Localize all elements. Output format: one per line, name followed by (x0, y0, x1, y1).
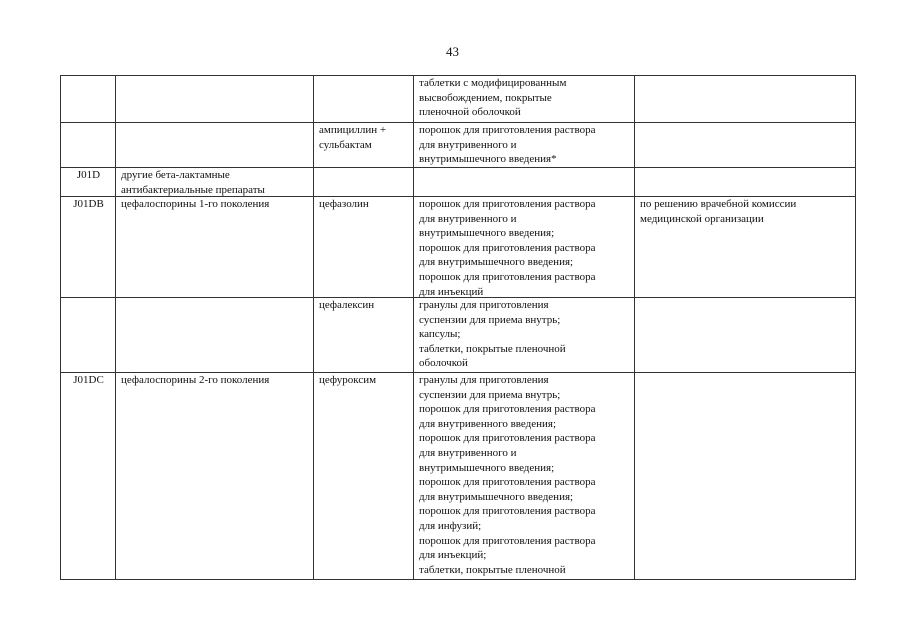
atc-group-cell (116, 373, 314, 580)
cell-text-line: таблетки, покрытые пленочной (419, 342, 566, 355)
cell-text-line: пленочной оболочкой (419, 106, 521, 119)
cell-text-line: медицинской организации (640, 212, 764, 225)
cell-text-line: таблетки, покрытые пленочной (419, 563, 566, 576)
cell-text-line: для внутривенного и (419, 446, 517, 459)
cell-text-line: гранулы для приготовления (419, 374, 549, 386)
cell-text-line: таблетки с модифицированным (419, 77, 567, 89)
atc-code-cell (61, 373, 116, 580)
cell-text-line: сульбактам (319, 138, 372, 151)
drug-name-cell (314, 373, 414, 580)
atc-group-cell (116, 123, 314, 168)
table-row (61, 76, 856, 123)
atc-group-cell (116, 298, 314, 373)
table-row (61, 168, 856, 197)
note-cell (635, 197, 856, 298)
table-body (61, 76, 856, 580)
cell-text-line: по решению врачебной комиссии (640, 198, 797, 210)
cell-text-line: порошок для приготовления раствора (419, 270, 596, 283)
note-cell (635, 168, 856, 197)
cell-text-line: для внутривенного введения; (419, 417, 557, 430)
dosage-forms-cell (414, 123, 635, 168)
note-cell (635, 123, 856, 168)
atc-code-cell (61, 168, 116, 197)
dosage-forms-cell (414, 298, 635, 373)
cell-text-line: внутримышечного введения* (419, 153, 557, 166)
cell-text-line: ампициллин + (319, 124, 387, 136)
cell-text-line: J01DC (73, 374, 104, 386)
drug-name-cell (314, 168, 414, 197)
cell-text-line: порошок для приготовления раствора (419, 476, 596, 489)
atc-group-cell (116, 168, 314, 197)
cell-text-line: внутримышечного введения; (419, 461, 555, 474)
dosage-forms-cell (414, 168, 635, 197)
cell-text-line: другие бета-лактамные (121, 169, 230, 181)
cell-text-line: суспензии для приема внутрь; (419, 388, 561, 401)
cell-text-line: для внутримышечного введения; (419, 490, 574, 503)
atc-code-cell (61, 123, 116, 168)
note-cell (635, 298, 856, 373)
drug-table (60, 75, 856, 580)
cell-text-line: внутримышечного введения; (419, 227, 555, 240)
atc-code-cell (61, 298, 116, 373)
atc-group-cell (116, 76, 314, 123)
cell-text-line: J01DB (73, 198, 104, 210)
cell-text-line: гранулы для приготовления (419, 299, 549, 311)
cell-text-line: цефалоспорины 2-го поколения (121, 374, 270, 386)
cell-text-line: для инъекций (419, 285, 484, 297)
cell-text-line: оболочкой (419, 357, 468, 370)
note-cell (635, 76, 856, 123)
drug-name-cell (314, 298, 414, 373)
cell-text-line: порошок для приготовления раствора (419, 534, 596, 547)
drug-name-cell (314, 197, 414, 298)
cell-text-line: порошок для приготовления раствора (419, 241, 596, 254)
cell-text-line: капсулы; (419, 328, 461, 341)
cell-text-line: J01D (76, 169, 101, 181)
cell-text-line: порошок для приготовления раствора (419, 403, 596, 416)
cell-text-line: высвобождением, покрытые (419, 91, 552, 104)
cell-text-line: для инфузий; (419, 519, 482, 532)
cell-text-line: порошок для приготовления раствора (419, 505, 596, 518)
table-row (61, 197, 856, 298)
table-row (61, 373, 856, 580)
dosage-forms-cell (414, 76, 635, 123)
cell-text-line: цефуроксим (319, 374, 377, 386)
cell-text-line: суспензии для приема внутрь; (419, 313, 561, 326)
atc-code-cell (61, 197, 116, 298)
cell-text-line: цефалексин (319, 299, 375, 311)
cell-text-line: для внутривенного и (419, 138, 517, 151)
cell-text-line: антибактериальные препараты (121, 183, 265, 196)
cell-text-line: для внутривенного и (419, 212, 517, 225)
cell-text-line: порошок для приготовления раствора (419, 124, 596, 136)
page-number: 43 (446, 44, 459, 59)
drug-name-cell (314, 76, 414, 123)
dosage-forms-cell (414, 373, 635, 580)
table-row (61, 298, 856, 373)
atc-group-cell (116, 197, 314, 298)
cell-text-line: порошок для приготовления раствора (419, 432, 596, 445)
cell-text-line: цефалоспорины 1-го поколения (121, 198, 270, 210)
dosage-forms-cell (414, 197, 635, 298)
cell-text-line: порошок для приготовления раствора (419, 198, 596, 210)
cell-text-line: для внутримышечного введения; (419, 256, 574, 269)
table-row (61, 123, 856, 168)
drug-name-cell (314, 123, 414, 168)
note-cell (635, 373, 856, 580)
atc-code-cell (61, 76, 116, 123)
cell-text-line: цефазолин (319, 198, 369, 210)
cell-text-line: для инъекций; (419, 549, 487, 562)
